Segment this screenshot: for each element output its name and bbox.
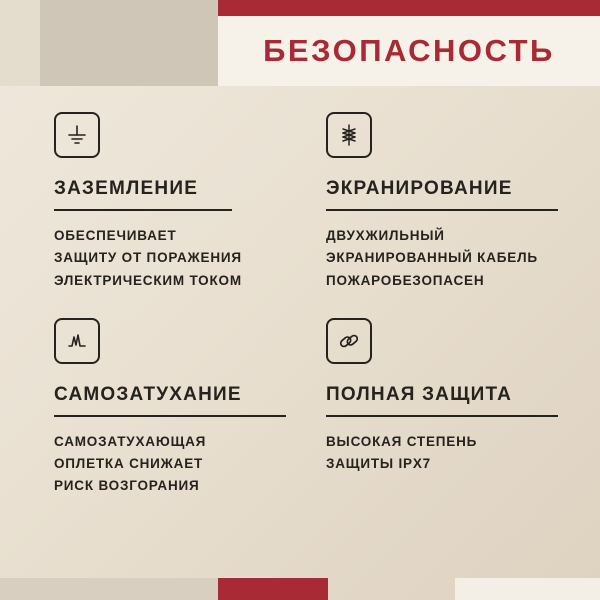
title-underline [54,415,286,417]
feature-card-shielding [326,112,558,292]
bottom-red-block [218,578,328,600]
desc-line: РИСК ВОЗГОРАНИЯ [54,478,200,494]
desc-line: ОБЕСПЕЧИВАЕТ [54,228,177,243]
bottom-light-block [455,578,600,600]
title-underline [54,209,232,211]
feature-title: ЭКРАНИРОВАНИЕ [326,178,513,199]
feature-card-full-protection [326,318,558,498]
feature-title: САМОЗАТУХАНИЕ [54,383,242,405]
desc-line: ЭЛЕКТРИЧЕСКИМ ТОКОМ [54,272,242,288]
title-underline [326,415,558,417]
desc-line: ВЫСОКАЯ СТЕПЕНЬ [326,433,478,449]
feature-description [54,225,326,292]
flame-resistant-icon [54,318,100,364]
desc-line: ПОЖАРОБЕЗОПАСЕН [326,272,485,288]
feature-card-grounding [54,112,326,292]
top-left-corner-block [0,0,218,86]
title-underline [326,209,558,211]
feature-title: ЗАЗЕМЛЕНИЕ [54,178,199,199]
desc-line: ЭКРАНИРОВАННЫЙ КАБЕЛЬ [326,250,538,266]
desc-line: ЗАЩИТУ ОТ ПОРАЖЕНИЯ [54,250,242,266]
desc-line: ОПЛЕТКА СНИЖАЕТ [54,456,204,472]
bottom-left-shade [0,578,218,600]
features-grid [54,112,558,498]
desc-line: САМОЗАТУХАЮЩАЯ [54,433,207,449]
feature-description [54,431,326,498]
title-panel [218,16,600,86]
grounding-icon [54,112,100,158]
feature-card-self-extinguishing [54,318,326,498]
feature-description [326,225,558,292]
top-left-corner-accent [0,0,40,86]
feature-title: ПОЛНАЯ ЗАЩИТА [326,383,513,405]
shielding-icon [326,112,372,158]
feature-description [326,431,558,476]
page-title: БЕЗОПАСНОСТЬ [263,33,555,68]
chain-link-icon [326,318,372,364]
desc-line: ДВУХЖИЛЬНЫЙ [326,228,445,243]
desc-line: ЗАЩИТЫ IPX7 [326,456,431,472]
